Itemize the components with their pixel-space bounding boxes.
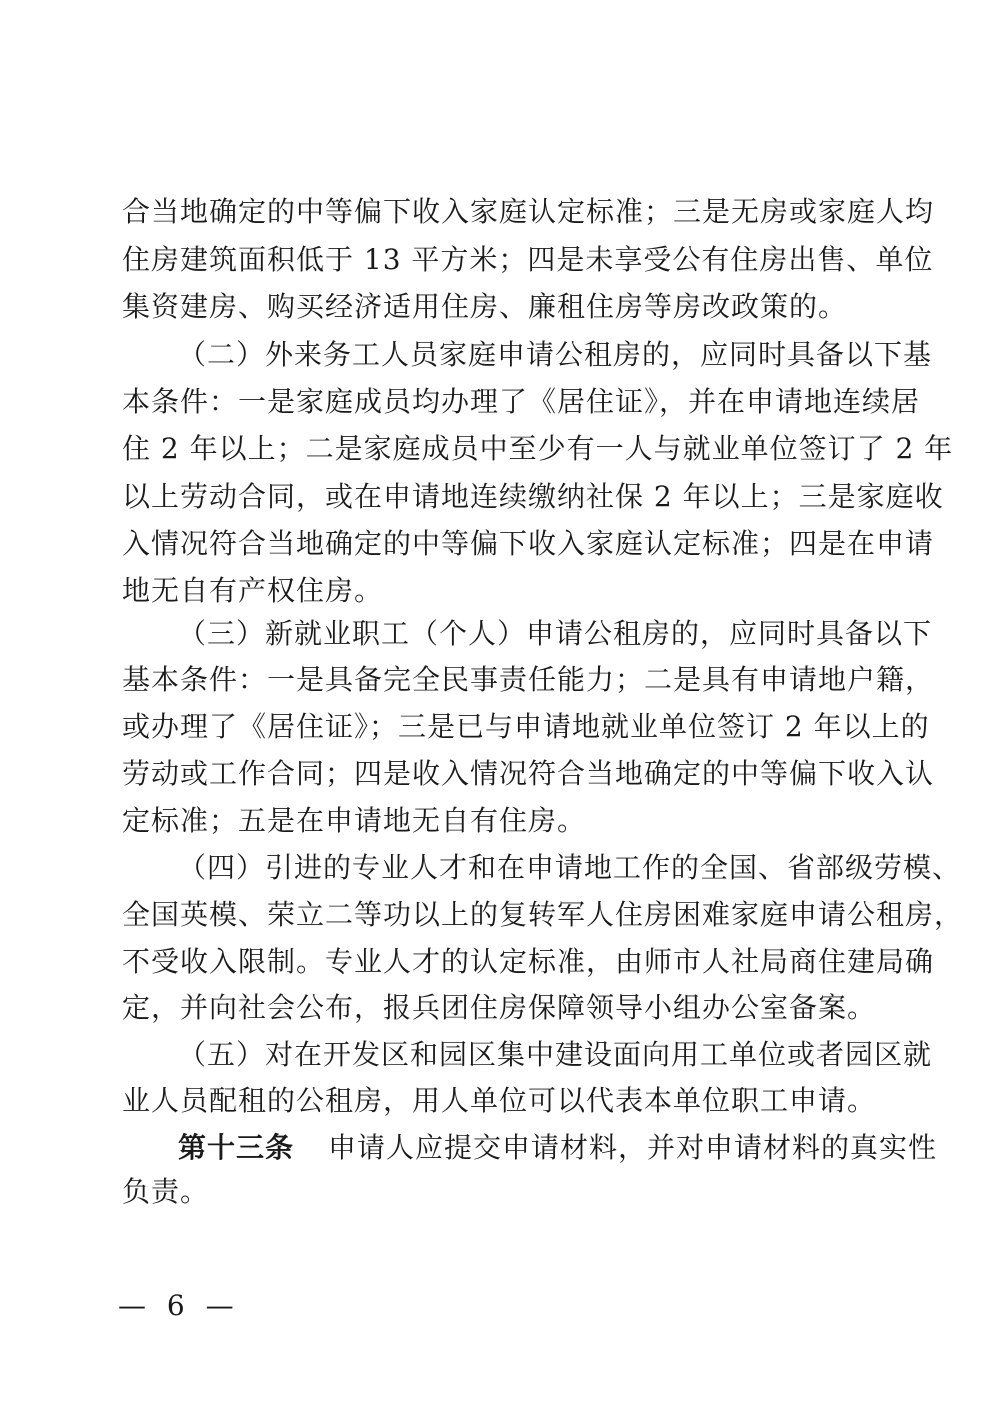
article-13-heading: 第十三条 xyxy=(178,1131,295,1164)
paragraph-line: 住房建筑面积低于 13 平方米；四是未享受公有住房出售、单位 xyxy=(122,243,934,276)
paragraph-line: 或办理了《居住证》；三是已与申请地就业单位签订 2 年以上的 xyxy=(122,710,930,743)
paragraph-line: 本条件：一是家庭成员均办理了《居住证》，并在申请地连续居 xyxy=(122,385,921,418)
paragraph-line: 住 2 年以上；二是家庭成员中至少有一人与就业单位签订了 2 年 xyxy=(122,432,954,465)
paragraph-line: （四）引进的专业人才和在申请地工作的全国、省部级劳模、 xyxy=(178,851,962,884)
article-13-line xyxy=(178,1130,938,1166)
paragraph-line: 以上劳动合同，或在申请地连续缴纳社保 2 年以上；三是家庭收 xyxy=(122,480,944,513)
paragraph-line: 劳动或工作合同；四是收入情况符合当地确定的中等偏下收入认 xyxy=(122,757,935,790)
article-13-text: 申请人应提交申请材料，并对申请材料的真实性 xyxy=(328,1131,938,1164)
paragraph-line: 全国英模、荣立二等功以上的复转军人住房困难家庭申请公租房， xyxy=(122,898,964,931)
paragraph-line: （三）新就业职工（个人）申请公租房的，应同时具备以下 xyxy=(178,617,933,650)
paragraph-line: 合当地确定的中等偏下收入家庭认定标准；三是无房或家庭人均 xyxy=(122,195,935,228)
paragraph-line: 定，并向社会公布，报兵团住房保障领导小组办公室备案。 xyxy=(122,991,877,1024)
paragraph-line: 业人员配租的公租房，用人单位可以代表本单位职工申请。 xyxy=(122,1084,877,1117)
article-13-line: 负责。 xyxy=(122,1175,210,1208)
page-number: — 6 — xyxy=(118,1289,240,1322)
paragraph-line: （五）对在开发区和园区集中建设面向用工单位或者园区就 xyxy=(178,1038,933,1071)
paragraph-line: 基本条件：一是具备完全民事责任能力；二是具有申请地户籍， xyxy=(122,663,935,696)
paragraph-line: 不受收入限制。专业人才的认定标准，由师市人社局商住建局确 xyxy=(122,945,935,978)
paragraph-line: 定标准；五是在申请地无自有住房。 xyxy=(122,804,587,837)
paragraph-line: 集资建房、购买经济适用住房、廉租住房等房改政策的。 xyxy=(122,290,848,323)
paragraph-line: （二）外来务工人员家庭申请公租房的，应同时具备以下基 xyxy=(178,338,933,371)
paragraph-line: 地无自有产权住房。 xyxy=(122,574,384,607)
paragraph-line: 入情况符合当地确定的中等偏下收入家庭认定标准；四是在申请 xyxy=(122,527,935,560)
